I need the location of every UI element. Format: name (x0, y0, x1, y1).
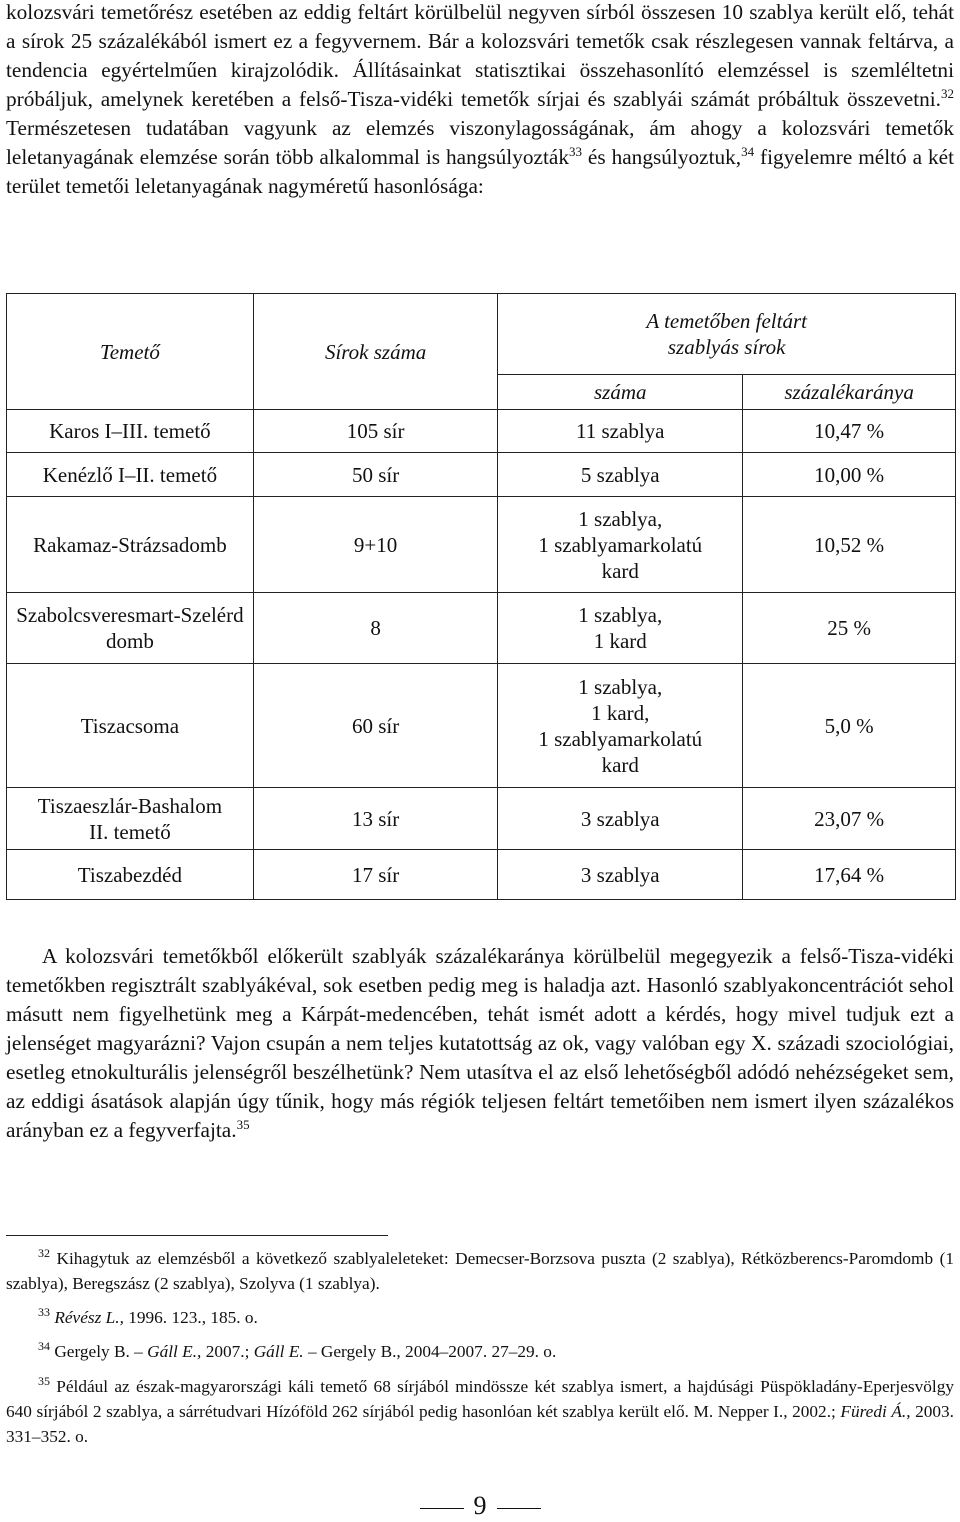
cell-cemetery: Karos I–III. temető (7, 410, 254, 453)
header-group-line1: A temetőben feltárt (646, 309, 807, 333)
footnote-separator (6, 1235, 388, 1236)
cell-count: 3 szablya (498, 850, 743, 900)
conclusion-paragraph (6, 942, 954, 1145)
cell-count-line: kard (601, 558, 639, 583)
cell-cemetery-line: Szabolcsveresmart-Szelérd (16, 603, 244, 627)
cell-graves: 50 sír (253, 453, 498, 497)
cell-count (498, 664, 743, 788)
table-row (7, 410, 956, 453)
page-number (0, 1490, 960, 1522)
footnote-number: 32 (38, 1246, 50, 1260)
cell-percent: 25 % (743, 593, 956, 664)
footnote-text: 2007.; (201, 1342, 254, 1361)
cell-percent: 17,64 % (743, 850, 956, 900)
intro-text-1: kolozsvári temetőrész esetében az eddig feltárt körülbelül negyven sírból összesen 10 szablya került elő, tehát a sírok 25 százalékából ismert ez a fegyvernem. Bár a kolozsvári temetők csak részlegesen vannak feltárva, a tendencia egyértelműen kirajzolódik. Állításainkat statisztikai összehasonlító elemzéssel is szemléltetni próbáljuk, amelynek keretében a felső-Tisza-vidéki temetők sírjai és szablyái számát próbáltuk összevetni. (6, 0, 954, 111)
footnote-ref-35[interactable]: 35 (236, 1117, 250, 1132)
cell-cemetery (7, 593, 254, 664)
intro-text-4: figyelemre méltó a két terület temetői leletanyagának nagyméretű hasonlósága: (6, 145, 954, 198)
cell-count-line: 1 kard (593, 629, 647, 653)
page-number-value: 9 (473, 1491, 487, 1520)
header-group-line2: szablyás sírok (667, 335, 786, 359)
cell-count-line: 1 szablya, (578, 674, 663, 699)
intro-text-2: Természetesen tudatában vagyunk az elemzés viszonylagosságának, ám ahogy a kolozsvári temetők leletanyagának elemzése során több alkalommal is hangsúlyozták (6, 116, 954, 169)
footnote-33 (38, 1305, 938, 1330)
footnote-text: Gergely B. – (50, 1342, 148, 1361)
table-row (7, 593, 956, 664)
footnote-text: Például az észak-magyarországi káli temető 68 sírjából mindössze két szablya ismert, a hajdúsági Püspökladány-Eperjesvölgy 640 sírjából 2 szablya, a sárrétudvari Hízóföld 262 sírjából pedig hasonlóan két szablya került elő. M. Nepper I., 2002.; (6, 1377, 954, 1421)
footnote-author: Révész L., (54, 1308, 124, 1327)
cell-count: 5 szablya (498, 453, 743, 497)
cell-graves: 60 sír (253, 664, 498, 788)
cell-cemetery (7, 788, 254, 850)
cell-graves: 105 sír (253, 410, 498, 453)
cell-count: 11 szablya (498, 410, 743, 453)
cell-percent: 5,0 % (743, 664, 956, 788)
cell-graves: 8 (253, 593, 498, 664)
cell-cemetery-line: domb (105, 629, 154, 653)
cell-graves: 13 sír (253, 788, 498, 850)
footnote-author: Gáll E., (147, 1342, 202, 1361)
intro-text-3: és hangsúlyoztuk, (582, 145, 742, 169)
page-number-dash-left (420, 1508, 464, 1509)
cell-graves: 9+10 (253, 497, 498, 593)
footnote-number: 35 (38, 1374, 50, 1388)
header-graves: Sírok száma (253, 294, 498, 410)
cell-percent: 10,47 % (743, 410, 956, 453)
conclusion-text: A kolozsvári temetőkből előkerült szablyák százalékaránya körülbelül megegyezik a felső-Tisza-vidéki temetőkben regisztrált szablyákéval, sok esetben pedig meg is haladja azt. Hasonló szablyakoncentrációt sehol másutt nem figyelhetünk meg a Kárpát-medencében, tehát ismét adott a kérdés, hogy mivel tudjuk ezt a jelenséget magyarázni? Vajon csupán a nem teljes kutatottság az ok, vagy valóban egy X. századi szociológiai, esetleg etnokulturális jelenségről beszélhetünk? Nem utasítva el az első lehetőségből adódó nehézségeket sem, az eddigi ásatások alapján úgy tűnik, hogy más régiók teljesen feltárt temetőiben nem ismert ilyen százalékos arányban ez a fegyverfajta. (6, 944, 954, 1142)
cell-count-line: 1 szablyamarkolatú (538, 532, 703, 557)
header-sabre-graves (498, 294, 956, 375)
cell-count-line: 1 kard, (591, 700, 650, 725)
cell-count-line: 1 szablyamarkolatú (538, 726, 703, 751)
cell-percent: 23,07 % (743, 788, 956, 850)
footnote-number: 34 (38, 1339, 50, 1353)
footnote-author: Gáll E. (253, 1342, 304, 1361)
intro-paragraph (6, 0, 954, 201)
cell-count-line: kard (601, 752, 639, 777)
header-count: száma (498, 375, 743, 410)
footnote-ref-33[interactable]: 33 (569, 144, 582, 159)
cell-count (498, 593, 743, 664)
cell-cemetery: Tiszacsoma (7, 664, 254, 788)
footnote-text: Kihagytuk az elemzésből a következő szablyaleleteket: Demecser-Borzsova puszta (2 szablya), Rétközberencs-Paromdomb (1 szablya), Beregszász (2 szablya), Szolyva (1 szablya). (6, 1249, 954, 1293)
table-row (7, 850, 956, 900)
footnote-text: 1996. 123., 185. o. (123, 1308, 258, 1327)
table-row (7, 453, 956, 497)
header-percent: százalékaránya (743, 375, 956, 410)
footnote-ref-34[interactable]: 34 (741, 144, 755, 159)
cell-graves: 17 sír (253, 850, 498, 900)
cell-cemetery-line: II. temető (89, 819, 171, 844)
cell-percent: 10,00 % (743, 453, 956, 497)
footnote-ref-32[interactable]: 32 (941, 86, 954, 101)
table-header-row (7, 294, 956, 375)
header-cemetery: Temető (7, 294, 254, 410)
footnote-32 (6, 1246, 954, 1296)
footnote-author: Füredi Á., (840, 1402, 911, 1421)
table-row (7, 788, 956, 850)
cell-cemetery: Rakamaz-Strázsadomb (7, 497, 254, 593)
cell-count: 3 szablya (498, 788, 743, 850)
cell-percent: 10,52 % (743, 497, 956, 593)
footnote-number: 33 (38, 1305, 50, 1319)
cell-count (498, 497, 743, 593)
cell-cemetery-line: Tiszaeszlár-Bashalom (37, 793, 223, 818)
page-number-dash-right (497, 1508, 541, 1509)
footnote-34 (38, 1339, 938, 1364)
table-row (7, 664, 956, 788)
table-row (7, 497, 956, 593)
footnote-text: – Gergely B., 2004–2007. 27–29. o. (303, 1342, 557, 1361)
cell-count-line: 1 szablya, (578, 506, 663, 531)
cell-cemetery: Kenézlő I–II. temető (7, 453, 254, 497)
cell-count-line: 1 szablya, (578, 603, 663, 627)
cell-cemetery: Tiszabezdéd (7, 850, 254, 900)
sabre-statistics-table (6, 293, 956, 900)
footnote-35 (6, 1374, 954, 1449)
footnote-text: 2003. 331–352. o. (6, 1402, 954, 1446)
